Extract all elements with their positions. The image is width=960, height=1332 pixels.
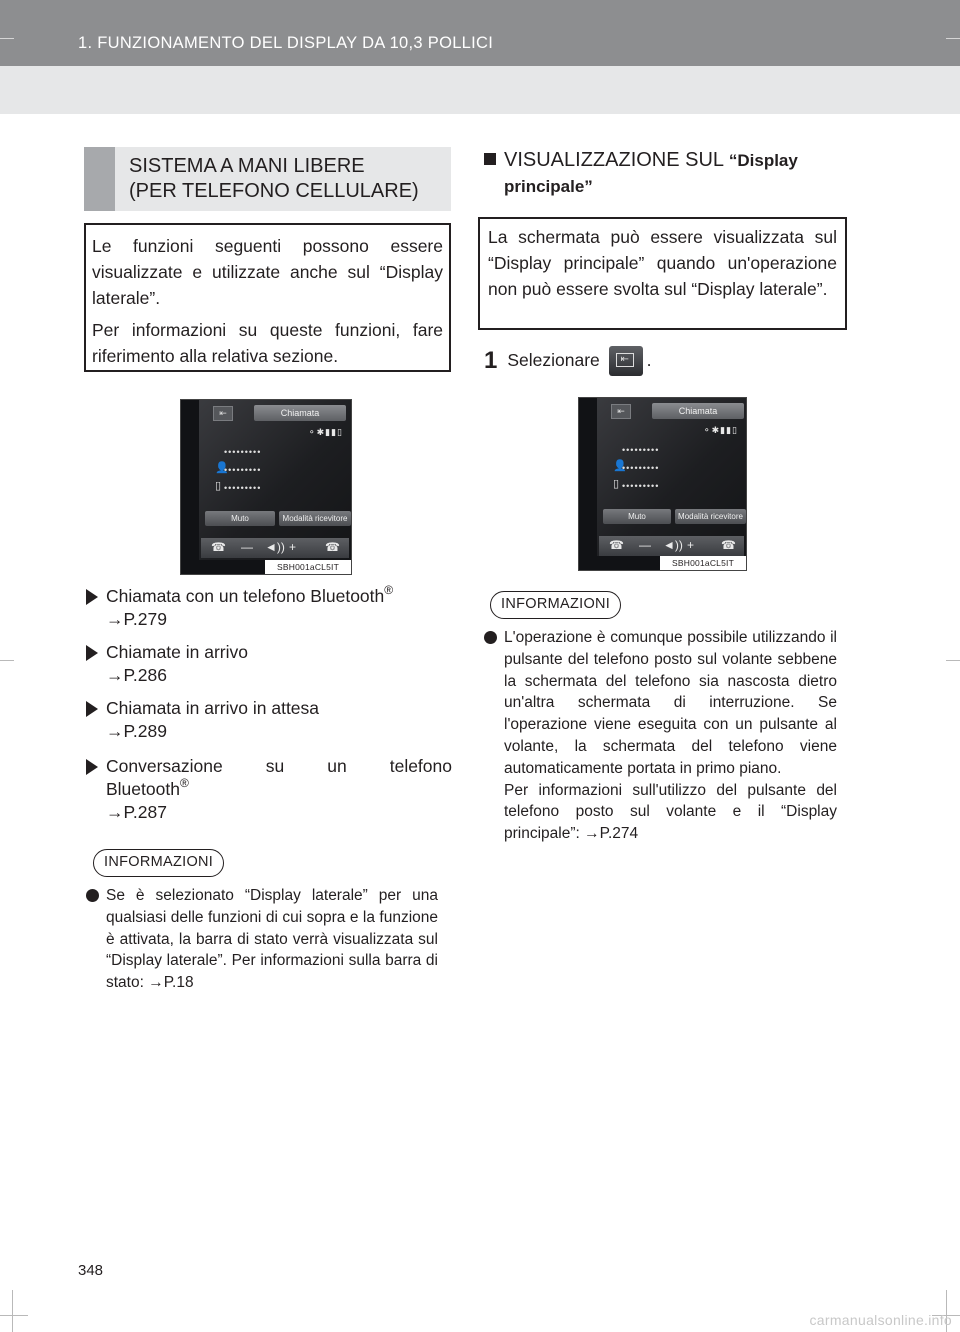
bullet-dot bbox=[484, 631, 497, 644]
list-item bbox=[86, 585, 452, 631]
page-header bbox=[0, 0, 960, 66]
receiver-mode-button: Modalità ricevitore bbox=[279, 511, 351, 526]
bullet-dot bbox=[86, 889, 99, 902]
minus-icon: — bbox=[241, 540, 253, 554]
info-bullet bbox=[86, 885, 438, 994]
item-label: Conversazione su un telefono bbox=[106, 756, 452, 776]
phone-call-screenshot bbox=[180, 399, 352, 575]
crop-mark bbox=[0, 1315, 28, 1316]
intro-paragraph-2: Per informazioni su queste funzioni, fare riferimento alla relativa sezione. bbox=[92, 320, 443, 366]
person-icon: 👤 bbox=[215, 462, 229, 474]
speaker-icon: ◄)) bbox=[663, 538, 683, 552]
intro-box bbox=[84, 223, 451, 372]
crop-mark bbox=[946, 38, 960, 39]
page-number: 348 bbox=[78, 1262, 104, 1279]
back-arrow-icon: ⇤ bbox=[213, 406, 233, 421]
plus-icon: + bbox=[289, 540, 297, 554]
step-1 bbox=[484, 345, 652, 376]
box-paragraph: La schermata può essere visualizzata sul “Display principale” quando un'operazione non può essere svolta sul “Display laterale”. bbox=[488, 227, 837, 299]
receiver-mode-button: Modalità ricevitore bbox=[675, 509, 746, 524]
phone-dots: ••••••••• bbox=[622, 481, 660, 491]
item-label: Chiamata in arrivo in attesa bbox=[106, 698, 320, 718]
triangle-right-icon bbox=[86, 701, 98, 717]
heading-text: VISUALIZZAZIONE SUL bbox=[504, 149, 724, 171]
info-paragraph-1: L'operazione è comunque possibile utilizzando il pulsante del telefono posto sul volante sebbene la schermata del telefono sia nascosta dietro un'altra schermata di interruzione. Se l'operazione viene eseguita con un pulsante al volante, la schermata del telefono viene automaticamente portata in primo piano. bbox=[504, 629, 837, 777]
list-item bbox=[86, 755, 452, 824]
mobile-phone-icon: ▯ bbox=[215, 480, 222, 492]
mute-button: Muto bbox=[205, 511, 275, 526]
screen-title: Chiamata bbox=[254, 405, 346, 421]
mute-button: Muto bbox=[603, 509, 671, 524]
heading-quote: “Display bbox=[728, 151, 798, 170]
watermark: carmanualsonline.info bbox=[809, 1312, 952, 1328]
crop-mark bbox=[0, 660, 14, 661]
registered-mark: ® bbox=[179, 776, 189, 790]
triangle-right-icon bbox=[86, 645, 98, 661]
crop-mark bbox=[946, 660, 960, 661]
section-heading bbox=[84, 147, 451, 211]
heading-square-icon bbox=[484, 153, 496, 165]
triangle-right-icon bbox=[86, 759, 98, 775]
status-icons: ⚬✱▮▮▯ bbox=[308, 427, 343, 437]
list-item bbox=[86, 641, 452, 687]
crop-mark bbox=[0, 38, 14, 39]
phone-call-screenshot bbox=[578, 397, 747, 571]
subsection-heading bbox=[484, 147, 850, 200]
hang-up-icon: ☎ bbox=[325, 540, 340, 554]
page-reference: →P.289 bbox=[106, 721, 167, 741]
contact-dots: ••••••••• bbox=[224, 465, 262, 475]
chapter-title: 1. FUNZIONAMENTO DEL DISPLAY DA 10,3 POLLICI bbox=[78, 34, 494, 52]
info-text: Se è selezionato “Display laterale” per una qualsiasi delle funzioni di cui sopra e la funzione è attivata, la barra di stato verrà visualizzata sul “Display laterale”. Per informazioni sulla barra di stato: →P.18 bbox=[106, 887, 438, 992]
number-dots: ••••••••• bbox=[224, 447, 262, 457]
info-box bbox=[478, 217, 847, 330]
call-control-bar bbox=[599, 536, 744, 556]
number-dots: ••••••••• bbox=[622, 445, 660, 455]
section-heading-line-1: SISTEMA A MANI LIBERE bbox=[129, 155, 365, 177]
info-paragraph-2: Per informazioni sull'utilizzo del pulsante del telefono posto sul volante e il “Display principale”: →P.274 bbox=[504, 781, 837, 843]
list-item bbox=[86, 697, 452, 743]
mobile-phone-icon: ▯ bbox=[613, 478, 620, 490]
call-control-bar bbox=[201, 538, 349, 558]
hang-up-icon: ☎ bbox=[721, 538, 736, 552]
step-number: 1 bbox=[484, 347, 498, 374]
page-reference: →P.286 bbox=[106, 665, 167, 685]
status-icons: ⚬✱▮▮▯ bbox=[703, 425, 738, 435]
info-bullet bbox=[484, 627, 837, 845]
page-reference: →P.287 bbox=[106, 802, 167, 822]
heading-text-continued: principale” bbox=[504, 177, 593, 196]
contact-dots: ••••••••• bbox=[622, 463, 660, 473]
section-heading-line-2: (PER TELEFONO CELLULARE) bbox=[129, 180, 419, 202]
phone-handset-icon: ☎ bbox=[609, 538, 624, 552]
header-subband bbox=[0, 66, 960, 114]
speaker-icon: ◄)) bbox=[265, 540, 285, 554]
info-tag: INFORMAZIONI bbox=[93, 849, 224, 877]
intro-paragraph-1: Le funzioni seguenti possono essere visualizzate e utilizzate anche sul “Display laterale”. bbox=[92, 236, 443, 308]
image-code: SBH001aCL5IT bbox=[265, 560, 351, 574]
minus-icon: — bbox=[639, 538, 651, 552]
item-label: Chiamata con un telefono Bluetooth bbox=[106, 586, 385, 606]
screen-panel bbox=[199, 400, 351, 560]
info-tag: INFORMAZIONI bbox=[490, 591, 621, 619]
item-label: Chiamate in arrivo bbox=[106, 642, 248, 662]
page-reference: →P.279 bbox=[106, 609, 167, 629]
phone-dots: ••••••••• bbox=[224, 483, 262, 493]
plus-icon: + bbox=[687, 538, 695, 552]
image-code: SBH001aCL5IT bbox=[660, 556, 746, 570]
step-end: . bbox=[646, 350, 652, 370]
phone-handset-icon: ☎ bbox=[211, 540, 226, 554]
person-icon: 👤 bbox=[613, 460, 627, 472]
back-arrow-icon: ⇤ bbox=[611, 404, 631, 419]
screen-title: Chiamata bbox=[652, 403, 744, 419]
step-text: Selezionare bbox=[507, 350, 600, 370]
screen-panel bbox=[597, 398, 746, 556]
crop-mark bbox=[12, 1290, 13, 1332]
back-arrow-icon: ⇤ bbox=[609, 346, 643, 376]
registered-mark: ® bbox=[384, 583, 394, 597]
item-label-continued: Bluetooth bbox=[106, 779, 180, 799]
triangle-right-icon bbox=[86, 589, 98, 605]
section-heading-bar bbox=[84, 147, 115, 211]
